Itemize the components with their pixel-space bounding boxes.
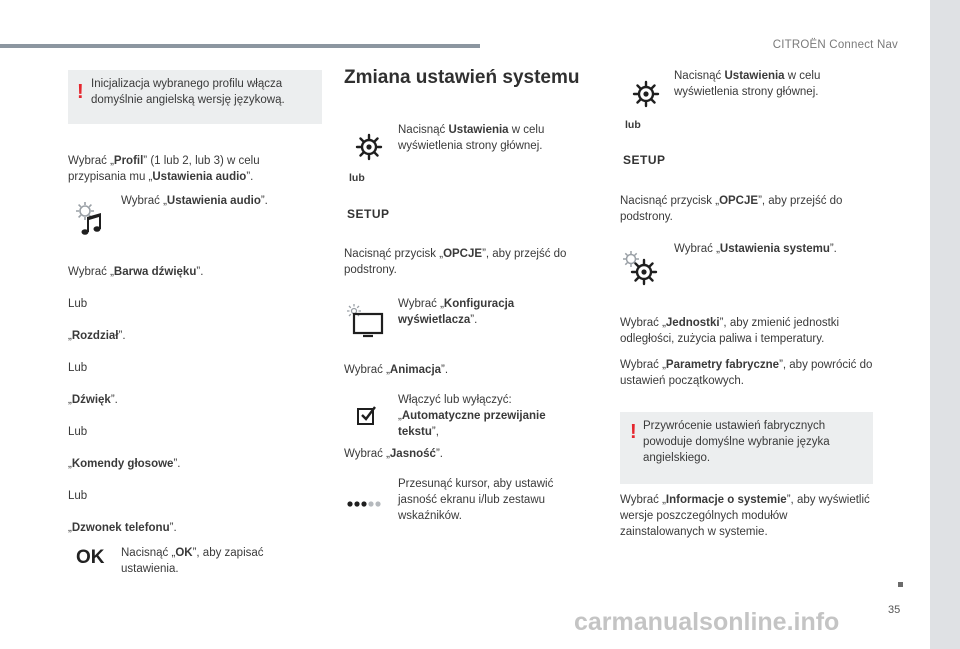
step-jednostki: Wybrać „Jednostki”, aby zmienić jednostki odległości, zużycia paliwa i temperatury. [620, 317, 840, 345]
option-komendy: „Komendy głosowe”. [68, 458, 181, 470]
step-display-config: Wybrać „Konfiguracja wyświetlacza”. [398, 298, 515, 326]
step-system-info: Wybrać „Informacje o systemie”, aby wyświetlić wersje poszczególnych modułów zainstalowanych w systemie. [620, 494, 870, 538]
step-press-settings-2: Nacisnąć Ustawienia w celu wyświetlenia strony głównej. [674, 70, 821, 98]
step-ok-save: Nacisnąć „OK”, aby zapisać ustawienia. [121, 547, 264, 575]
lub-label-3: Lub [68, 426, 88, 438]
step-press-opcje: Nacisnąć przycisk „OPCJE”, aby przejść do podstrony. [344, 248, 567, 276]
step-brightness-slider: Przesunąć kursor, aby ustawić jasność ekranu i/lub zestawu wskaźników. [398, 478, 554, 522]
checkbox-icon [356, 404, 378, 426]
step-press-settings: Nacisnąć Ustawienia w celu wyświetlenia strony głównej. [398, 124, 545, 152]
lub-label-4: Lub [68, 490, 88, 502]
step-select-profile: Wybrać „Profil” (1 lub 2, lub 3) w celu przypisania mu „Ustawienia audio”. [68, 155, 260, 183]
step-animacja: Wybrać „Animacja”. [344, 364, 449, 376]
page-marker [898, 582, 903, 587]
watermark: carmanualsonline.info [574, 608, 840, 636]
step-toggle-scroll: Włączyć lub wyłączyć: „Automatyczne przewijanie tekstu”, [398, 394, 546, 438]
ok-button-label: OK [76, 547, 105, 568]
option-barwa: Wybrać „Barwa dźwięku”. [68, 266, 204, 278]
section-title: Zmiana ustawień systemu [344, 67, 580, 88]
setup-button-label: SETUP [347, 207, 390, 221]
step-audio-settings: Wybrać „Ustawienia audio”. [121, 195, 268, 207]
option-dzwiek: „Dźwięk”. [68, 394, 118, 406]
step-system-settings: Wybrać „Ustawienia systemu”. [674, 243, 837, 255]
brand-label: CITROËN Connect Nav [772, 39, 898, 51]
header-bar [0, 44, 480, 48]
option-dzwonek: „Dzwonek telefonu”. [68, 522, 177, 534]
page-sidebar [930, 0, 960, 649]
lub-label-1: Lub [68, 298, 88, 310]
note-profile-text: Inicjalizacja wybranego profilu włącza domyślnie angielską wersję językową. [91, 78, 285, 106]
step-factory-reset: Wybrać „Parametry fabryczne”, aby powrócić do ustawień początkowych. [620, 359, 873, 387]
step-jasnosc: Wybrać „Jasność”. [344, 448, 443, 460]
display-config-icon [345, 302, 385, 338]
warning-icon: ! [77, 81, 84, 103]
lub-label: lub [349, 172, 365, 184]
note-factory-text: Przywrócenie ustawień fabrycznych powoduje domyślne wybranie języka angielskiego. [643, 420, 830, 464]
audio-settings-icon [73, 200, 107, 236]
gear-icon-2 [632, 80, 660, 108]
gear-icon [355, 133, 383, 161]
brightness-slider-icon [346, 498, 382, 510]
system-settings-icon [620, 248, 660, 288]
option-rozdzial: „Rozdział”. [68, 330, 126, 342]
warning-icon-2: ! [630, 421, 637, 443]
setup-button-label-2: SETUP [623, 153, 666, 167]
lub-label-2: lub [625, 119, 641, 131]
page-number: 35 [888, 604, 901, 616]
lub-label-2: Lub [68, 362, 88, 374]
step-press-opcje-2: Nacisnąć przycisk „OPCJE”, aby przejść do podstrony. [620, 195, 843, 223]
